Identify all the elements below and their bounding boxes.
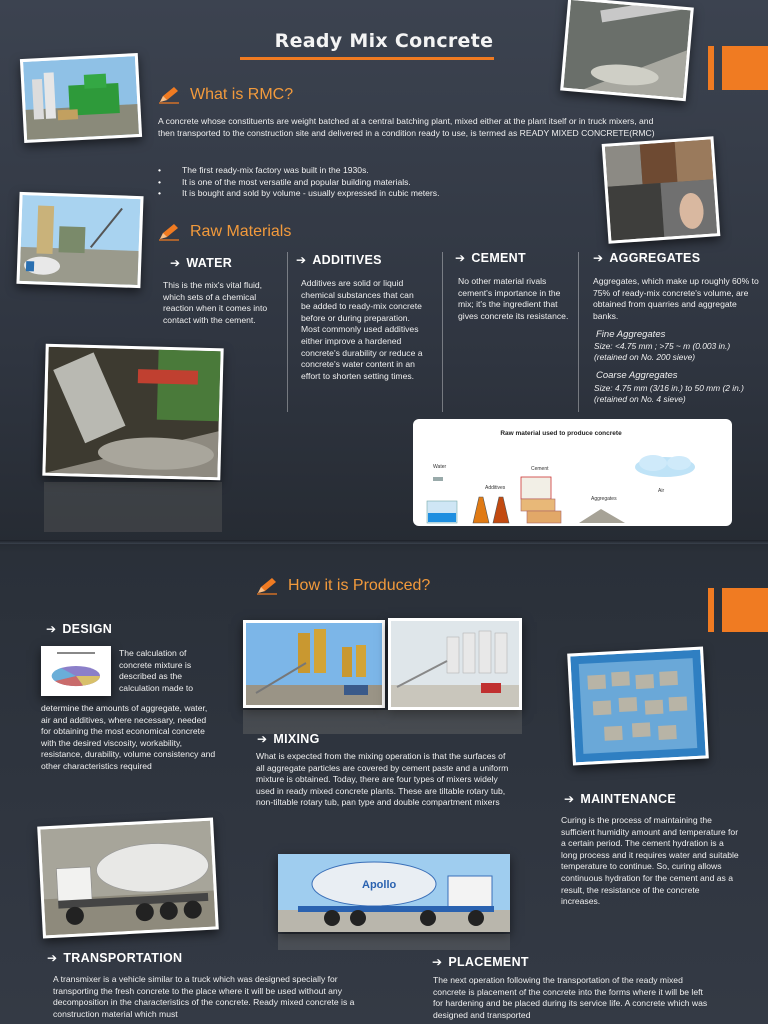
transmixer-photo — [37, 817, 219, 938]
production-heading — [256, 577, 430, 595]
design-heading — [46, 622, 112, 636]
truck-photo-reflection — [278, 934, 510, 950]
coarse-aggregates-size: Size: 4.75 mm (3/16 in.) to 50 mm (2 in.) (retained on No. 4 sieve) — [594, 383, 744, 404]
water-text: This is the mix's vital fluid, which sets of a chemical reaction when it comes into contact with the cement. — [163, 280, 268, 325]
design-text: determine the amounts of aggregate, water, air and additives, where necessary, needed for obtaining the most economical concrete with the desired viscosity, workability, resistance, durability, volume consistency and other characteristics required — [41, 703, 216, 771]
additives-title: ADDITIVES — [312, 253, 382, 267]
list-item: • It is bought and sold by volume - usually expressed in cubic meters. — [158, 188, 598, 200]
arrow-right-icon: ➔ — [257, 732, 268, 746]
concrete-chute-photo — [42, 344, 223, 481]
what-is-rmc-heading — [158, 86, 293, 104]
maintenance-heading — [564, 792, 676, 806]
mix-chart-thumbnail — [41, 646, 111, 696]
raw-material-diagram — [413, 419, 732, 526]
design-title: DESIGN — [62, 622, 113, 636]
arrow-right-icon: ➔ — [564, 792, 575, 806]
title-underline — [240, 57, 494, 60]
silos-plant-photo — [243, 620, 385, 708]
pencil-icon — [256, 577, 278, 595]
placement-heading — [432, 955, 529, 969]
cement-heading — [455, 251, 526, 265]
batching-plant-photo — [20, 53, 142, 143]
pencil-icon — [158, 223, 180, 241]
column-divider — [287, 252, 288, 412]
additives-heading — [296, 253, 382, 267]
placement-text: The next operation following the transportation of the ready mixed concrete is placement of the concrete into the forms where it will be left for hardening and be placed during its service life. A concrete which was designed and transported — [433, 975, 708, 1020]
aggregates-photo — [602, 136, 721, 244]
arrow-right-icon: ➔ — [593, 251, 604, 265]
accent-bars-top — [708, 46, 768, 90]
aggregates-pile-icon — [579, 509, 625, 523]
mixing-title: MIXING — [273, 732, 320, 746]
list-item: • The first ready-mix factory was built in the 1930s. — [158, 165, 598, 177]
cement-bag-icon — [527, 511, 561, 523]
arrow-right-icon: ➔ — [296, 253, 307, 267]
batching-silos-photo — [388, 618, 522, 710]
tap-icon — [433, 477, 443, 481]
placement-title: PLACEMENT — [448, 955, 529, 969]
water-title: WATER — [186, 256, 233, 270]
fine-aggregates-heading: Fine Aggregates — [596, 329, 666, 340]
transportation-title: TRANSPORTATION — [63, 951, 183, 965]
aggregates-title: AGGREGATES — [609, 251, 701, 265]
arrow-right-icon: ➔ — [455, 251, 466, 265]
plant-truck-photo — [16, 192, 143, 288]
plant-photos-reflection — [243, 710, 522, 734]
water-heading — [170, 256, 232, 270]
raw-materials-heading — [158, 223, 291, 241]
page-title: Ready Mix Concrete — [274, 30, 494, 52]
accent-bars-bottom — [708, 588, 768, 632]
cement-label: Cement — [531, 466, 549, 472]
water-label: Water — [433, 464, 447, 470]
raw-materials-title: Raw Materials — [190, 223, 292, 240]
cement-title: CEMENT — [471, 251, 526, 265]
design-text-wrap: The calculation of concrete mixture is described as the calculation made to — [119, 648, 194, 693]
raw-material-illustration — [413, 419, 732, 526]
cement-bag-icon — [521, 499, 555, 511]
column-divider — [578, 252, 579, 412]
additive-flask-icon — [473, 497, 489, 523]
transportation-heading — [47, 951, 182, 965]
column-divider — [442, 252, 443, 412]
chute-pour-photo — [560, 0, 694, 101]
arrow-right-icon: ➔ — [47, 951, 58, 965]
aggregates-heading — [593, 251, 700, 265]
curing-tank-photo — [567, 647, 709, 766]
svg-text:Apollo: Apollo — [362, 879, 397, 891]
aggregates-label: Aggregates — [591, 496, 617, 502]
arrow-right-icon: ➔ — [46, 622, 57, 636]
mixing-heading — [257, 732, 320, 746]
fine-aggregates-size: Size: <4.75 mm ; >75 ~ m (0.003 in.) (retained on No. 200 sieve) — [594, 341, 731, 362]
maintenance-text: Curing is the process of maintaining the sufficient humidity amount and temperature for a certain period. The cement hydration is a long process and it requires water and suitable temperature to continue. So, curing allows continuous hydration for the cement and as a result, the resistance of the concrete increases. — [561, 815, 739, 907]
apollo-truck-photo — [278, 854, 510, 932]
production-title: How it is Produced? — [288, 577, 431, 594]
aggregates-text: Aggregates, which make up roughly 60% to 75% of ready-mix concrete's volume, are obtained from quarries and aggregate banks. — [593, 276, 759, 321]
rmc-intro-text: A concrete whose constituents are weight batched at a central batching plant, mixed either at the plant itself or in truck mixers, and then transported to the construction site and delivered in a condition ready to use, is termed as READY MIXED CONCRETE(RMC) — [158, 116, 655, 138]
arrow-right-icon: ➔ — [432, 955, 443, 969]
diagram-title: Raw material used to produce concrete — [500, 430, 622, 437]
additives-label: Additives — [485, 485, 506, 491]
what-is-rmc-title: What is RMC? — [190, 86, 294, 103]
arrow-right-icon: ➔ — [170, 256, 181, 270]
additive-flask-icon — [493, 497, 509, 523]
cement-bag-icon — [521, 477, 551, 499]
chute-photo-reflection — [44, 482, 222, 532]
cement-text: No other material rivals cement's importance in the mix; it's the ingredient that gives concrete its resistance. — [458, 276, 569, 321]
maintenance-title: MAINTENANCE — [580, 792, 677, 806]
transportation-text: A transmixer is a vehicle similar to a truck which was designed specially for transporting the fresh concrete to the place where it will be used without any decomposition in the characteristics of the concrete. Ready mixed concrete is a construction material which must — [53, 974, 355, 1019]
additives-text: Additives are solid or liquid chemical substances that can be added to ready-mix concrete before or during preparation. Most commonly used additives either improve a hardened concrete's durability or reduce a concrete's water content in an effort to shorten setting times. — [301, 278, 423, 381]
list-item: • It is one of the most versatile and popular building materials. — [158, 177, 598, 189]
coarse-aggregates-heading: Coarse Aggregates — [596, 370, 678, 381]
rmc-facts-list — [158, 165, 598, 200]
pencil-icon — [158, 86, 180, 104]
mixing-text: What is expected from the mixing operation is that the surfaces of all aggregate particles are covered by cement paste and a uniform mixture is obtained. Today, there are four types of mixers widely used in ready mixed concrete plants. These are tiltable rotary tub, non-tiltable rotary tub, pan type and double compartment mixers — [256, 751, 509, 808]
air-label: Air — [658, 488, 665, 494]
section-separator — [0, 540, 768, 544]
